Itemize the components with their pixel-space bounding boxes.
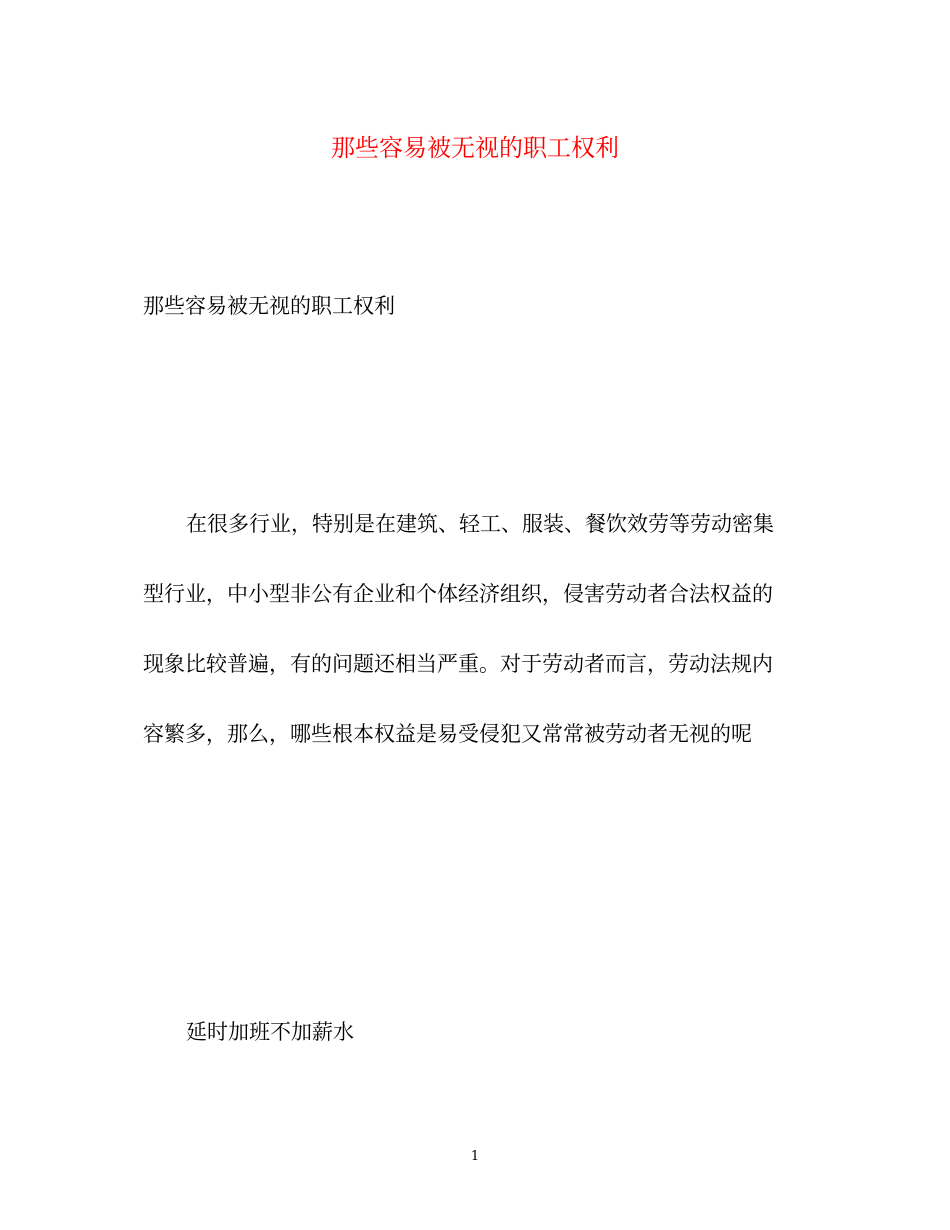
- paragraph-line: 现象比较普遍，有的问题还相当严重。对于劳动者而言，劳动法规内: [143, 652, 773, 676]
- page-number: 1: [470, 1149, 480, 1164]
- paragraph-line: 容繁多，那么，哪些根本权益是易受侵犯又常常被劳动者无视的呢: [143, 722, 752, 746]
- paragraph-line: 型行业，中小型非公有企业和个体经济组织，侵害劳动者合法权益的: [143, 582, 773, 606]
- document-title: 那些容易被无视的职工权利: [331, 134, 619, 162]
- section-heading: 延时加班不加薪水: [186, 1020, 354, 1044]
- document-subheading: 那些容易被无视的职工权利: [143, 294, 395, 318]
- paragraph-line: 在很多行业，特别是在建筑、轻工、服装、餐饮效劳等劳动密集: [186, 512, 774, 536]
